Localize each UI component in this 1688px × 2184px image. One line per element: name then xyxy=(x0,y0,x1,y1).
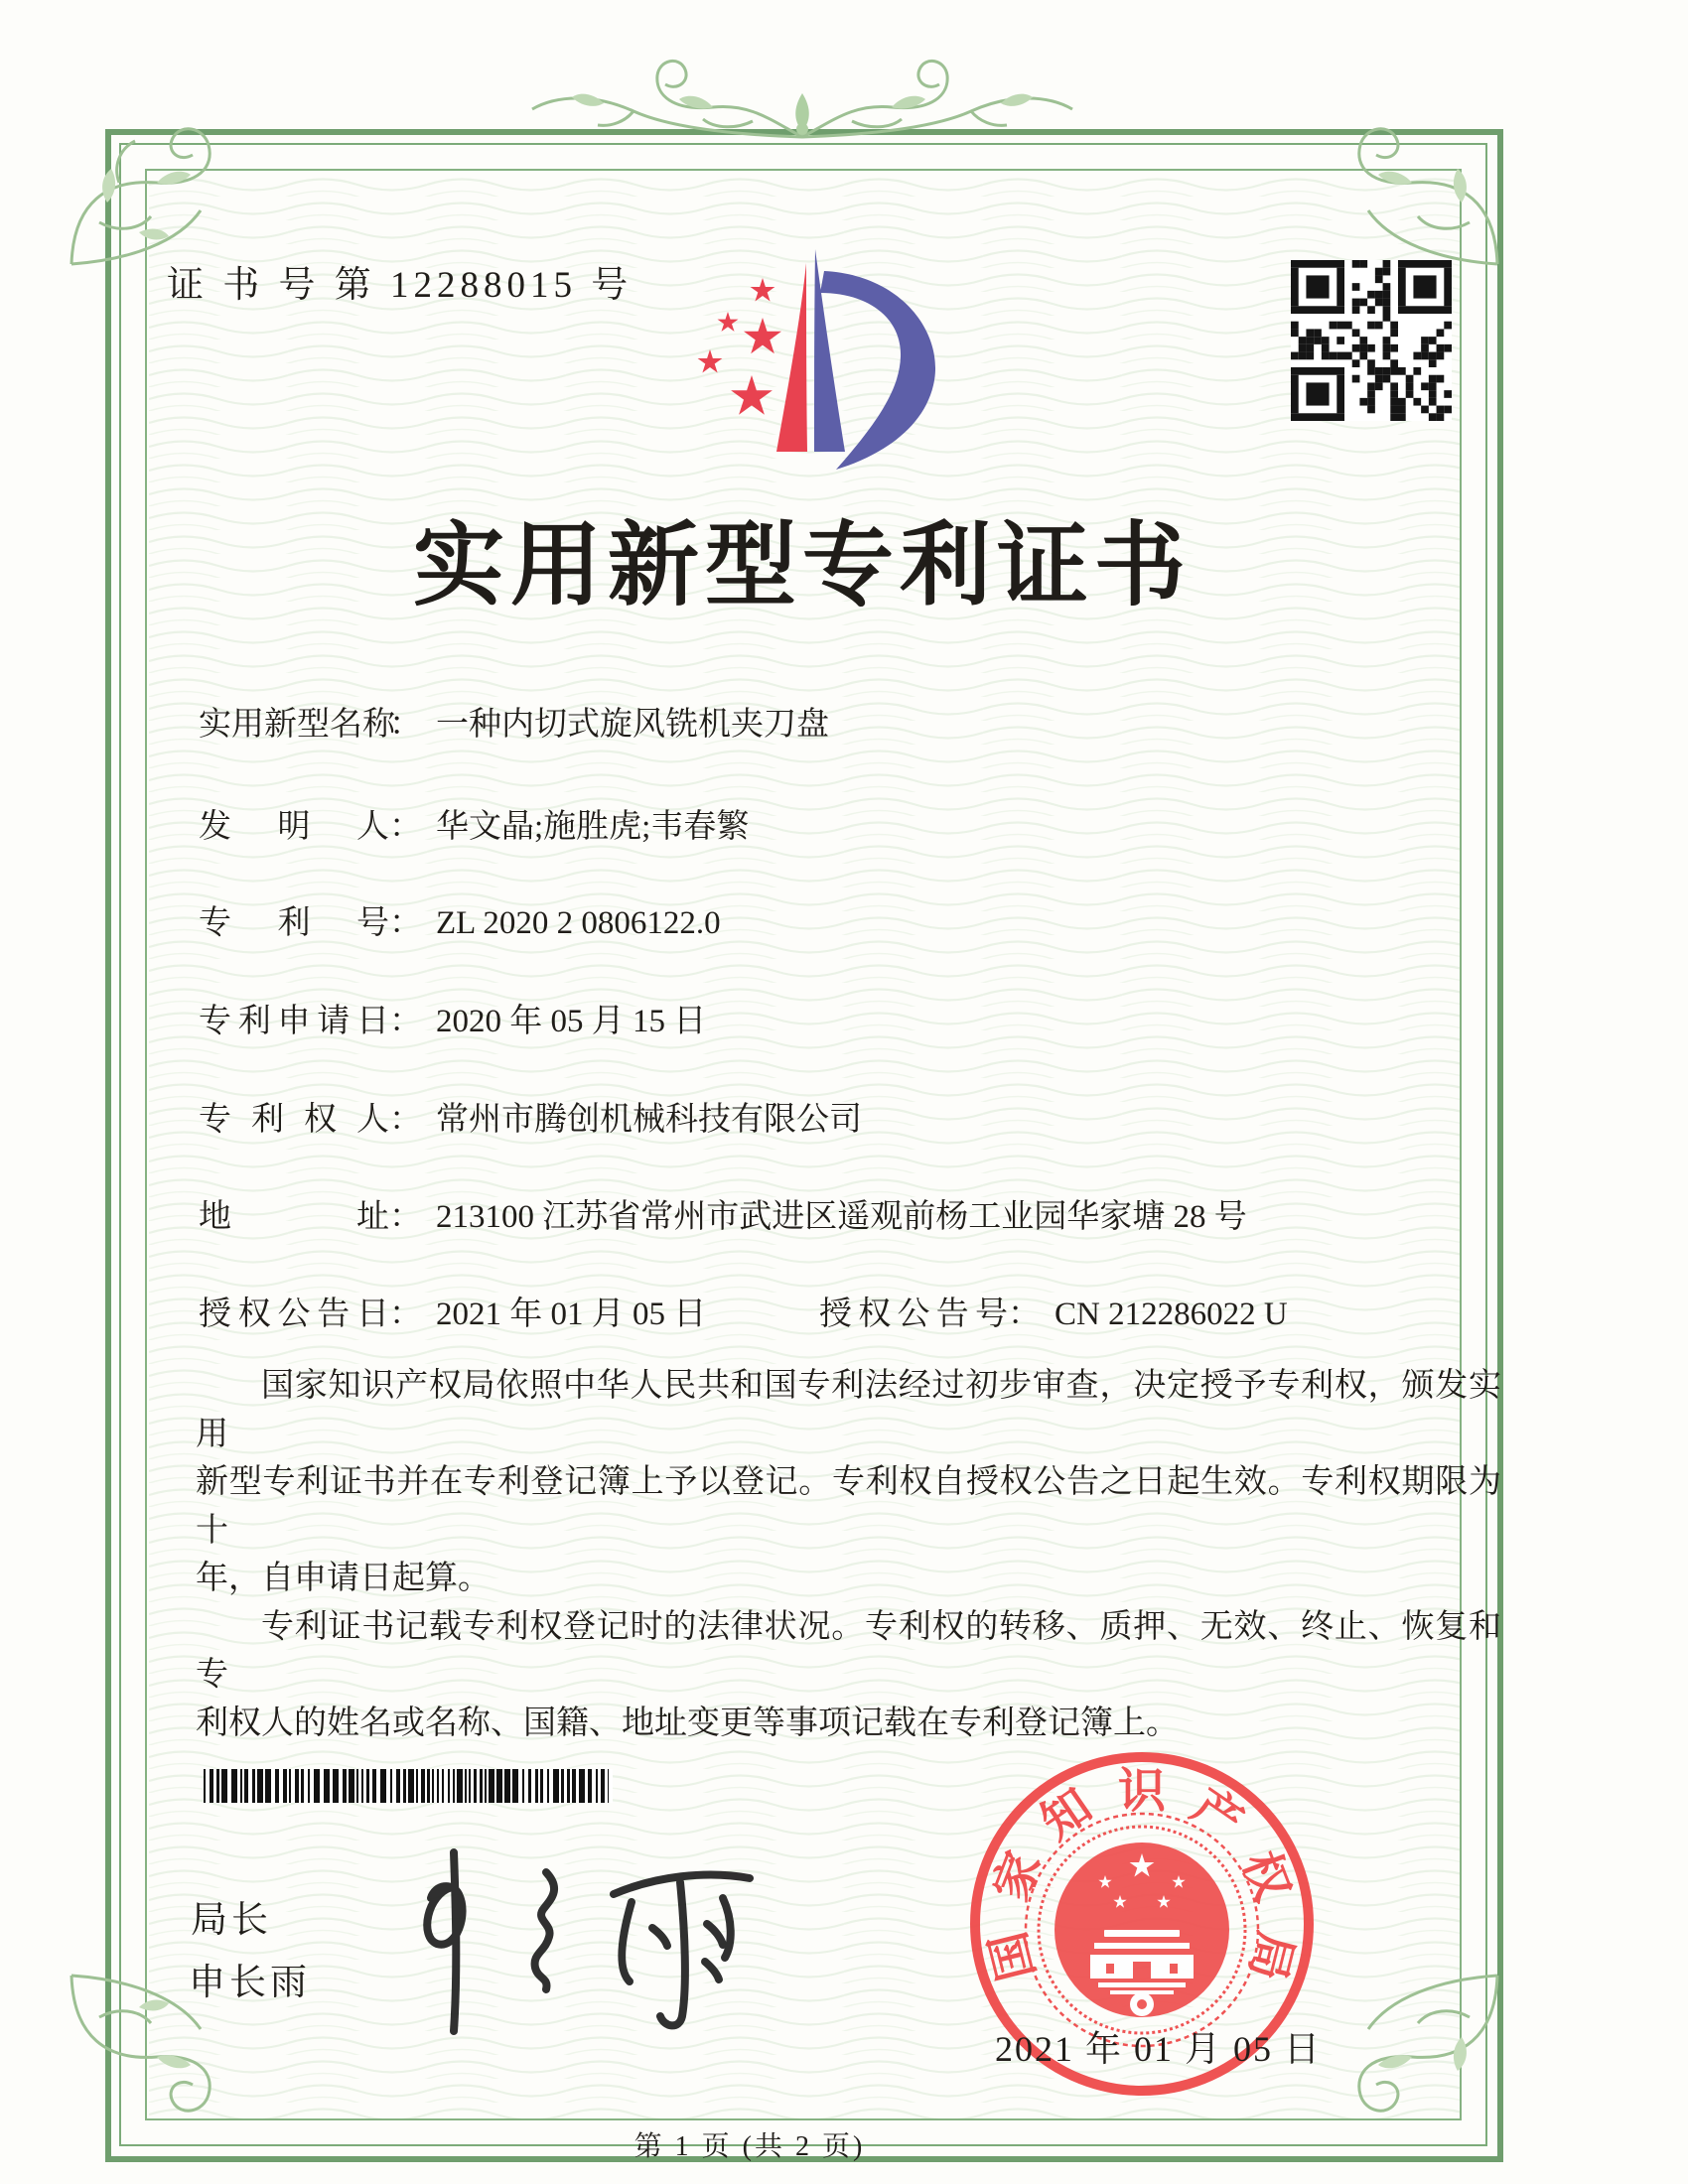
field-row-address xyxy=(199,1190,1247,1237)
field-label: 授权公告号 xyxy=(819,1297,1008,1332)
commissioner-signature xyxy=(357,1833,854,2041)
svg-text:知: 知 xyxy=(1032,1779,1102,1850)
field-label: 专利申请日 xyxy=(199,1004,389,1039)
field-row-patentee xyxy=(199,1093,862,1140)
field-label: 专利权人 xyxy=(199,1102,389,1138)
legal-notice xyxy=(196,1362,1501,1747)
notice-line: 国家知识产权局依照中华人民共和国专利法经过初步审查，决定授予专利权，颁发实用 xyxy=(196,1368,1501,1452)
barcode xyxy=(204,1769,613,1803)
border-flourish-corner-tl xyxy=(60,83,258,272)
border-flourish-top-center xyxy=(504,52,1100,147)
field-row-patent-number xyxy=(199,896,721,943)
svg-text:局: 局 xyxy=(1239,1926,1303,1986)
field-value: 213100 江苏省常州市武进区遥观前杨工业园华家塘 28 号 xyxy=(436,1199,1247,1235)
seal-date: 2021 年 01 月 05 日 xyxy=(995,2029,1323,2069)
page-title: 实用新型专利证书 xyxy=(412,515,1192,616)
border-flourish-corner-br xyxy=(1311,1968,1509,2156)
field-label: 地址 xyxy=(199,1199,389,1235)
field-value: 华文晶;施胜虎;韦春繁 xyxy=(436,809,750,845)
certificate-number: 证 书 号 第 12288015 号 xyxy=(167,265,633,306)
field-colon: ： xyxy=(389,809,422,845)
border-flourish-corner-tr xyxy=(1311,83,1509,272)
commissioner-title: 局长 xyxy=(191,1899,272,1940)
field-label: 专利号 xyxy=(199,905,389,941)
svg-text:国: 国 xyxy=(981,1926,1045,1986)
notice-line: 专利证书记载专利权登记时的法律状况。专利权的转移、质押、无效、终止、恢复和专 xyxy=(196,1608,1501,1693)
field-label: 发明人 xyxy=(199,809,389,845)
field-row-utility-model-name xyxy=(199,698,829,745)
field-value: 一种内切式旋风铣机夹刀盘 xyxy=(436,707,829,743)
notice-line: 利权人的姓名或名称、国籍、地址变更等事项记载在专利登记簿上。 xyxy=(196,1705,1179,1741)
field-value: 2021 年 01 月 05 日 xyxy=(436,1297,707,1332)
field-label: 授权公告日 xyxy=(199,1297,389,1332)
qr-code xyxy=(1291,260,1452,421)
field-colon: ： xyxy=(389,1297,422,1332)
cnipa-logo xyxy=(685,241,963,475)
svg-text:家: 家 xyxy=(985,1844,1052,1909)
svg-text:识: 识 xyxy=(1117,1765,1167,1818)
commissioner-name: 申长雨 xyxy=(189,1962,311,2002)
svg-text:权: 权 xyxy=(1232,1844,1299,1909)
field-value: ZL 2020 2 0806122.0 xyxy=(436,905,721,941)
field-colon: ： xyxy=(389,1199,422,1235)
field-row-filing-date xyxy=(199,995,706,1041)
svg-text:产: 产 xyxy=(1182,1779,1252,1850)
page-footer: 第 1 页 (共 2 页) xyxy=(633,2131,866,2162)
notice-line: 新型专利证书并在专利登记簿上予以登记。专利权自授权公告之日起生效。专利权期限为十 xyxy=(196,1464,1501,1549)
logo-stars-icon xyxy=(698,278,781,415)
field-value: CN 212286022 U xyxy=(1055,1297,1288,1332)
field-row-inventors xyxy=(199,800,749,847)
logo-red-wedge xyxy=(776,263,807,452)
field-row-grant-date-and-number xyxy=(199,1288,1288,1334)
field-colon: ： xyxy=(389,1102,422,1138)
field-value: 2020 年 05 月 15 日 xyxy=(436,1004,707,1039)
national-emblem-icon xyxy=(1026,1814,1258,2046)
field-colon: ： xyxy=(389,905,422,941)
field-grant-number-group xyxy=(819,1288,1288,1334)
field-label: 实用新型名称 xyxy=(199,707,395,743)
notice-line: 年，自申请日起算。 xyxy=(196,1561,491,1596)
field-colon: ： xyxy=(389,1004,422,1039)
field-value: 常州市腾创机械科技有限公司 xyxy=(436,1102,862,1138)
field-colon: ： xyxy=(1008,1297,1041,1332)
field-colon: ： xyxy=(389,707,422,743)
